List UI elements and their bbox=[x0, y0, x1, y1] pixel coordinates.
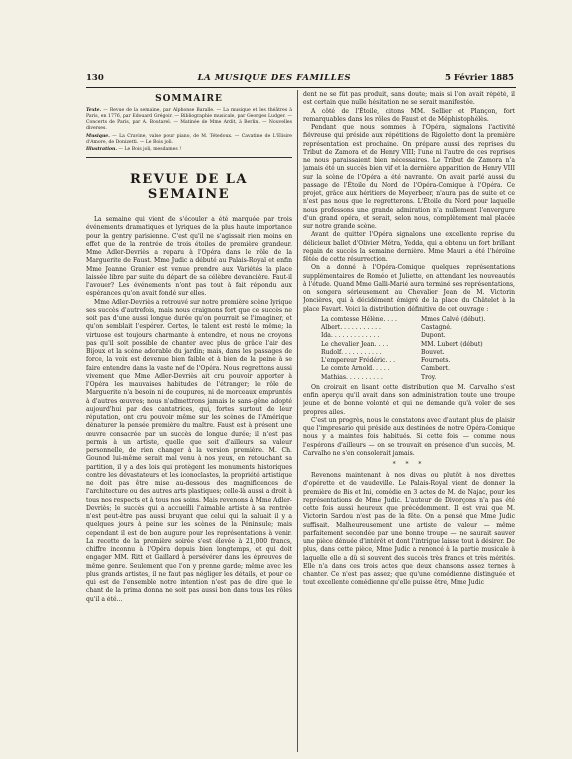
sommaire-illustration-label: Illustration. bbox=[86, 147, 117, 152]
cast-role: Albert. . . . . . . . . . . bbox=[321, 324, 381, 331]
cast-role: Mathias. . . . . . . . . . bbox=[321, 373, 383, 381]
cast-role: Ida. . . . . . . . . . . . . bbox=[321, 332, 380, 340]
cast-role: Rudolf. . . . . . . . . . . bbox=[321, 348, 382, 356]
revue-title: REVUE DE LA SEMAINE bbox=[129, 172, 248, 202]
cast-list bbox=[303, 316, 515, 382]
sommaire-musique-label: Musique. bbox=[86, 133, 110, 139]
cast-actor: Bouvet. bbox=[421, 348, 445, 356]
sommaire-title: SOMMAIRE bbox=[155, 94, 223, 104]
article-paragraph: Mme Adler-Devriès a retrouvé sur notre première scène lyrique ses succès d'autrefois, mais nous craignons fort que ce succès ne soit pas d'une aussi longue durée qu'on pourrait se l'imaginer, et qu'on semblait l'espérer. Certes, le talent est resté le même; la virtuose est toujours charmante à entendre, et nous ne croyons pas qu'il soit possible de chanter avec plus de grâce l'air des Bijoux et la scène adorable du jardin; mais, dans les passages de force, la voix est devenue bien faible et à bien de la peine à se faire entendre dans la vaste nef de l'Opéra. Nous regrettons aussi vivement que Mme Adler-Devriès ait cru pouvoir apporter à l'Opéra les mauvaises habitudes de l'étranger; le rôle de Marguerite n'a besoin ni de coupures, ni de morceaux empruntés à d'autres œuvres; nous n'admettrons jamais le sans-gêne adopté aujourd'hui par des cantatrices, qui, fortes surtout de leur réputation, ont cru pouvoir même sur les scènes de l'Amérique dénaturer la pensée première du maître. Faust est à présent une œuvre consacrée par un succès de longue durée; il n'est pas permis à un artiste, quelle que soit d'ailleurs sa valeur personnelle, de rien changer à la version première. M. Ch. Gounod lui-même serait mal venu à nos yeux, en retouchant sa partition, il y a des lois qui protègent les monuments historiques contre les dévastateurs et les iconoclastes, la propriété artistique ne doit pas être mise au-dessous des magnificences de l'architecture ou des autres arts plastiques; celle-là aussi a droit à tous nos respects et à tous nos soins. Mais revenons à Mme Adler-Devriès; le succès qui a accueilli l'aimable artiste à sa rentrée n'est peut-être pas aussi bruyant que celui qui la saluait il y a quelques jours à peine sur les scènes de la Péninsule; mais cependant il est de bon augure pour les représentations à venir. La recette de la première soirée s'est élevée à 21,000 francs, chiffre inconnu à l'Opéra depuis bien longtemps, et qui doit engager MM. Ritt et Gaillard à persévérer dans les épreuves de même genre. Seulement que l'on y prenne garde; même avec les plus grands artistes, il ne faut pas négliger les détails, et pour ce qui est de l'ensemble notre intention n'est pas de dire que le chant de la prima donna ne soit pas aussi bon dans tous les rôles qu'il a été... bbox=[86, 298, 292, 603]
article-continuation: dent ne se fût pas produit, sans doute; mais si l'on avait répété, il est certain que nulle hésitation ne se serait manifestée. bbox=[303, 91, 515, 107]
article-paragraph: On croirait en lisant cette distribution que M. Carvalho s'est enfin aperçu qu'il avait dans son administration toute une troupe jeune et de bonne volonté et qui ne demande qu'à voler de ses propres ailes. bbox=[303, 383, 515, 416]
cast-actor: Fournets. bbox=[421, 357, 451, 364]
cast-actor: Cambert. bbox=[421, 365, 450, 373]
cast-actor: Dupont. bbox=[421, 332, 446, 340]
article-paragraph: Pendant que nous sommes à l'Opéra, signalons l'activité fiévreuse qui préside aux répétitions de Rigoletto dont la première représentation est prochaine. On prépare aussi des reprises du Tribut de Zamora et de Henry VIII; l'une ni l'autre de ces reprises ne nous paraissaient bien nécessaires. Le Tribut de Zamora n'a jamais été un succès bien vif et la dernière apparition de Henry VIII sur la scène de l'Opéra a été navrante. On avait parlé aussi du passage de l'Étoile du Nord de l'Opéra-Comique à l'Opéra. Ce projet, grâce aux héritiers de Meyerbeer, n'aura pas de suite et ce n'est pas nous que le regretterons. L'Étoile du Nord pour laquelle nous professons une grande admiration n'a nullement l'envergure d'un grand opéra, et serait, selon nous, complètement mal placée sur notre grande scène. bbox=[303, 124, 515, 230]
header-rule bbox=[86, 87, 516, 88]
sommaire-texte-content: — Revue de la semaine, par Alphonse Baralle. — La musique et les théâtres à Paris, en 1776, par Edouard Grégoir. — Bibliographie musicale, par Georges Ludger. — Concerts de Paris, par A. Boutarel. — Matinée de Mme Ardit, à Berlin. — Nouvelles diverses. bbox=[86, 108, 292, 131]
sommaire-illustration-content: — Le Bois joli, mesdames ! bbox=[116, 147, 182, 152]
cast-row bbox=[303, 332, 515, 340]
sommaire-illustration bbox=[86, 147, 292, 153]
left-column bbox=[86, 91, 292, 753]
cast-actor: MM. Lubert (début) bbox=[421, 340, 483, 348]
column-divider bbox=[297, 90, 298, 752]
cast-row bbox=[303, 341, 515, 349]
article-paragraph: La semaine qui vient de s'écouler a été marquée par trois événements dramatiques et lyriques de la plus haute importance pour la gentry parisienne. C'est qu'il ne s'agissait rien moins en effet que de la rentrée de trois étoiles de première grandeur. Mme Adler-Devriès a reparu à l'Opéra dans le rôle de la Marguerite de Faust. Mme Judic a débuté au Palais-Royal et enfin Mme Jeanne Granier est venue prendre aux Variétés la place laissée libre par suite du départ de sa célèbre devancière. Faut-il l'avouer? Les événements n'ont pas tout à fait répondu aux espérances qu'on avait fondé sur elles. bbox=[86, 216, 292, 298]
cast-row bbox=[303, 365, 515, 373]
sommaire-box bbox=[86, 94, 292, 153]
article-paragraph: C'est un progrès, nous le constatons avec d'autant plus de plaisir que l'impresario qui préside aux destinées de notre Opéra-Comique nous y a maintes fois habitués. Si cette fois — comme nous l'espérons d'ailleurs — on se trouvait en présence d'un succès, M. Carvalho ne s'en consolerait jamais. bbox=[303, 416, 515, 457]
right-column bbox=[303, 91, 515, 753]
cast-row bbox=[303, 316, 515, 324]
cast-row bbox=[303, 324, 515, 332]
sommaire-musique-content: — La Cravine, valse pour piano, de M. Tétedoux. — Cavatine de L'Elisire d'Amore, de Donizetti. — Le Bois joli. bbox=[86, 133, 292, 145]
cast-actor: Troy. bbox=[421, 373, 437, 381]
cast-role: L'empereur Frédéric. . . bbox=[321, 357, 396, 364]
cast-row bbox=[303, 374, 515, 382]
article-paragraph: Revenons maintenant à nos divas ou plutôt à nos divettes d'opérette et de vaudeville. Le Palais-Royal vient de donner la première de Bis et Ini, comédie en 3 actes de M. de Najac, pour les représentations de Mme Judic. L'auteur de Divorçons n'a pas été cette fois aussi heureux que précédemment. Il est vrai que M. Victorin Sardou n'est pas de la fête. On a pensé que Mme Judic suffisait. Malheureusement une artiste de valeur — même parfaitement secondée par une bonne troupe — ne saurait sauver une pièce dénuée d'intérêt et dont l'intrigue laisse tout à désirer. De plus, dans cette pièce, Mme Judic a renoncé à la partie musicale à laquelle elle a dû si souvent des succès très francs et très mérités. Elle n'a dans ces trois actes que deux chansons assez ternes à chanter. Ce n'est pas assez; que qu'une comédienne distinguée et tout excellente comédienne qu'elle puisse être, Mme Judic bbox=[303, 472, 515, 587]
page-number: 130 bbox=[86, 73, 104, 83]
cast-row bbox=[303, 349, 515, 357]
cast-actor: Castagné. bbox=[421, 324, 452, 331]
issue-date: 5 Février 1885 bbox=[444, 73, 514, 83]
cast-role: Le comte Arnold. . . . . bbox=[321, 365, 390, 373]
article-paragraph: A côté de l'Étoile, citons MM. Sellier et Plançon, fort remarquables dans les rôles de Faust et de Méphistophélès. bbox=[303, 107, 515, 123]
sommaire-rule bbox=[86, 157, 292, 158]
cast-role: La comtesse Hélène. . . . bbox=[321, 315, 397, 323]
article-paragraph: Avant de quitter l'Opéra signalons une excellente reprise du délicieux ballet d'Olivier Métra, Yedda, qui a obtenu un fort brillant regain de succès la semaine dernière. Mme Mauri a été l'héroïne fêtée de cette résurrection. bbox=[303, 231, 515, 263]
sommaire-texte bbox=[86, 108, 292, 132]
sommaire-musique bbox=[86, 134, 292, 146]
page-header bbox=[86, 71, 514, 85]
cast-actor: Mmes Calvé (début). bbox=[421, 315, 486, 323]
cast-role: Le chevalier Jean. . . . bbox=[321, 340, 389, 348]
left-article-body bbox=[86, 216, 292, 604]
article-paragraph: On a donné à l'Opéra-Comique quelques représentations supplémentaires de Roméo et Juliette, en attendant les nouveautés à l'étude. Quand Mme Galli-Marié aura terminé ses représentations, on songera sérieusement au Chevalier Jean de M. Victorin Joncières, qui à décidément émigré de la place du Châtelet à la place Favart. Voici la distribution définitive de cet ouvrage : bbox=[303, 264, 515, 313]
section-separator-stars: * * * bbox=[392, 461, 426, 468]
cast-row bbox=[303, 357, 515, 365]
sommaire-texte-label: Texte. bbox=[86, 108, 102, 113]
journal-title: LA MUSIQUE DES FAMILLES bbox=[197, 73, 352, 83]
